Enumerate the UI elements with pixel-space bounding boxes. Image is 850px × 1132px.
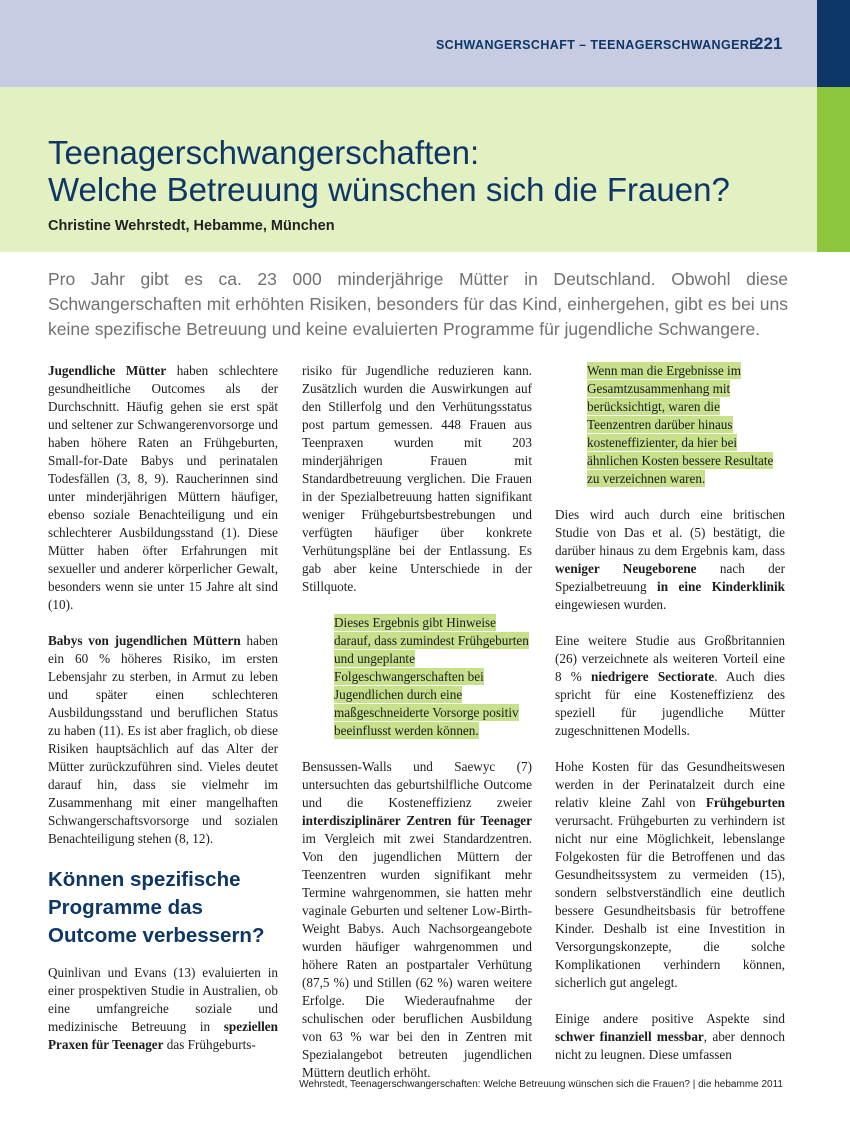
text: eingewiesen wurden. xyxy=(555,597,667,612)
bold-phrase: speziellen Praxen für Teenager xyxy=(48,1019,278,1052)
text: haben schlechtere gesundheitliche Outcomes als der Durchschnitt. Häufig gehen sie erst spät und seltener zur Schwangerenvorsorge und haben höhere Raten an Frühgeburten, Small-for-Date Babys und perinatalen Todesfällen (3, 8, 9). Raucherinnen sind unter minderjährigen Müttern häufiger, ebenso soziale Benachteiligung und ein schlechterer Ausbildungsstand (1). Diese Mütter haben öfter Erfahrungen mit sexueller und anderer körperlicher Gewalt, besonders wenn sie unter 15 Jahre alt sind (10). xyxy=(48,363,279,612)
paragraph xyxy=(48,362,278,614)
text: verursacht. Frühgeburten zu verhindern ist nicht nur eine Möglichkeit, lebenslange Folgekosten für die Betroffenen und das Gesundheitssystem zu vermeiden (15), sondern selbstverständlich eine deutlich bessere Gesundheitsbasis für betroffene Kinder. Deshalb ist eine Investition in Versorgungskonzepte, die solche Komplikationen verhindern können, sicherlich gut angelegt. xyxy=(555,813,785,990)
text: Dies wird auch durch eine britischen Studie von Das et al. (5) bestätigt, die darüber hinaus zu dem Ergebnis kam, dass xyxy=(555,507,785,558)
highlight-text: Dieses Ergebnis gibt Hinweise darauf, dass zumindest Frühgeburten und ungeplante Folgeschwangerschaften bei Jugendlichen durch eine maßgeschneiderte Vorsorge positiv beeinflusst werden können. xyxy=(334,615,529,738)
bold-phrase: schwer finanziell messbar xyxy=(555,1029,704,1044)
column-1 xyxy=(48,362,278,1072)
text: , aber dennoch nicht zu leugnen. Diese umfassen xyxy=(555,1029,785,1062)
page-number: 221 xyxy=(754,34,783,53)
bold-phrase: Babys von jugendlichen Müttern xyxy=(48,633,241,648)
paragraph xyxy=(555,632,785,740)
title-line-2: Welche Betreuung wünschen sich die Frauen? xyxy=(48,171,730,208)
bold-phrase: Frühgeburten xyxy=(705,795,785,810)
title-accent-bar xyxy=(817,87,850,252)
text: Quinlivan und Evans (13) evaluierten in einer prospektiven Studie in Australien, ob eine umfangreiche soziale und medizinische Betreuung in xyxy=(48,965,278,1034)
highlighted-pullquote xyxy=(302,614,532,740)
highlight-text: Wenn man die Ergebnisse im Gesamtzusammenhang mit berücksichtigt, waren die Teenzentren darüber hinaus kosteneffizienter, da hier bei ähnlichen Kosten bessere Resultate zu verzeichnen waren. xyxy=(587,363,774,486)
text: das Frühgeburts- xyxy=(163,1037,256,1052)
article-title xyxy=(48,134,730,208)
lead-paragraph: Pro Jahr gibt es ca. 23 000 minderjährige Mütter in Deutschland. Obwohl diese Schwangerschaften mit erhöhten Risiken, besonders für das Kind, einhergehen, gibt es bei uns keine spezifische Betreuung und keine evaluierten Programme für jugendliche Schwangere. xyxy=(48,269,788,339)
section-label: SCHWANGERSCHAFT – TEENAGERSCHWANGERE xyxy=(435,38,758,52)
text: im Vergleich mit zwei Standardzentren. Von den jugendlichen Müttern der Teenzentren wurden signifikant mehr Termine wahrgenommen, sie hatten mehr vaginale Geburten und seltener Low-Birth-Weight Babys. Auch Nachsorgeangebote wurden häufiger wahrgenommen und höhere Raten an postpartaler Verhütung (87,5 %) und Stillen (62 %) waren weitere Erfolge. Die Wiederaufnahme der schulischen oder beruflichen Ausbildung von 63 % war bei den in Zentren mit Spezialangebot betreuten jugendlichen Müttern deutlich erhöht. xyxy=(302,831,532,1080)
text: Bensussen-Walls und Saewyc (7) untersuchten das geburtshilfliche Outcome und die Kosteneffizienz zweier xyxy=(302,759,532,810)
text: haben ein 60 % höheres Risiko, im ersten Lebensjahr zu sterben, in Armut zu leben und später einen schlechteren Ausbildungsstand und beruflichen Status zu haben (11). Es ist aber fraglich, ob diese Risiken hauptsächlich auf das Alter der Mütter zurückzuführen sind. Vieles deutet darauf hin, dass sie vielmehr im Zusammenhang mit einer mangelhaften Schwangerschaftsvorsorge und sozialen Benachteiligung stehen (8, 12). xyxy=(48,633,278,846)
paragraph xyxy=(555,758,785,992)
column-2 xyxy=(302,362,532,1100)
text: nach der Spezialbetreuung xyxy=(555,561,785,594)
header-accent-bar xyxy=(817,0,850,87)
paragraph xyxy=(302,758,532,1082)
column-3 xyxy=(555,362,785,1082)
bold-phrase: niedrigere Sectiorate xyxy=(591,669,715,684)
text: risiko für Jugendliche reduzieren kann. Zusätzlich wurden die Auswirkungen auf den Stillerfolg und den Verhütungsstatus post partum gemessen. 448 Frauen aus Teenpraxen wurden mit 203 minderjährigen Frauen mit Standardbetreuung verglichen. Die Frauen in der Spezialbetreuung hatten signifikant weniger Frühgeburtsbestrebungen und verfügten häufiger über konkrete Verhütungspläne bei der Entlassung. Es gab aber keine Unterschiede in der Stillquote. xyxy=(302,363,532,594)
bold-phrase: Jugendliche Mütter xyxy=(48,363,167,378)
paragraph xyxy=(48,964,278,1054)
text: Hohe Kosten für das Gesundheitswesen werden in der Perinatalzeit durch eine relativ kleine Zahl von xyxy=(555,759,785,810)
bold-phrase: interdisziplinärer Zentren für Teenager xyxy=(302,813,532,828)
subheading: Können spezifische Programme das Outcome verbessern? xyxy=(48,868,265,947)
author-line: Christine Wehrstedt, Hebamme, München xyxy=(48,218,335,234)
paragraph xyxy=(302,362,532,596)
title-line-1: Teenagerschwangerschaften: xyxy=(48,134,480,171)
highlighted-pullquote xyxy=(555,362,785,488)
paragraph xyxy=(555,1010,785,1064)
paragraph xyxy=(48,632,278,848)
page-footer: Wehrstedt, Teenagerschwangerschaften: Welche Betreuung wünschen sich die Frauen? | die hebamme 2011 xyxy=(299,1079,783,1090)
text: Eine weitere Studie aus Großbritannien (26) verzeichnete als weiteren Vorteil eine 8 % xyxy=(555,633,785,684)
bold-phrase: weniger Neugeborene xyxy=(555,561,697,576)
text: Einige andere positive Aspekte sind xyxy=(555,1011,785,1026)
bold-phrase: in eine Kinderklinik xyxy=(657,579,785,594)
paragraph xyxy=(555,506,785,614)
text: . Auch dies spricht für eine Kosteneffizienz des speziell für jugendliche Mütter zugeschnittenen Modells. xyxy=(555,669,785,738)
